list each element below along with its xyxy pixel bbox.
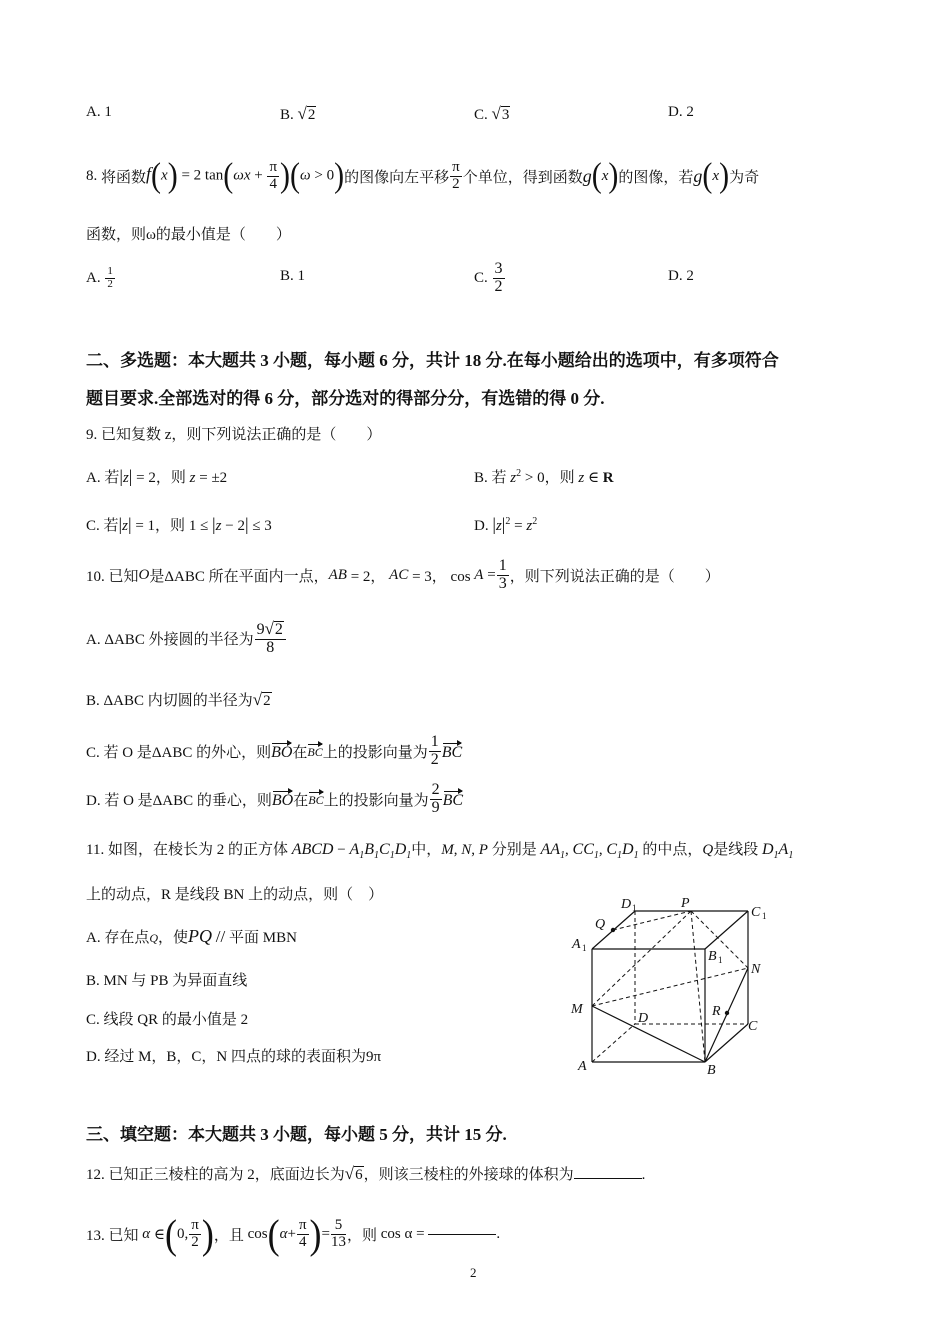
q8-text-4: 的图像，若 [618, 169, 694, 186]
q11-in: 中， [411, 842, 442, 858]
segment-MN [592, 968, 748, 1006]
q10-option-b: B. ΔABC 内切圆的半径为√2 [86, 690, 271, 709]
q10-option-c-on: 在 [292, 744, 308, 761]
q8-number: 8. [86, 167, 98, 184]
edge-B1C1 [705, 911, 748, 949]
point-R [725, 1011, 729, 1015]
segment-PB [691, 911, 705, 1062]
q11-midpoints: 的中点， [642, 842, 703, 858]
q11-option-a-tail: 平面 MBN [228, 930, 297, 946]
q8-option-c-label: C. [474, 269, 488, 286]
q10-prefix: 10. 已知 [86, 568, 139, 585]
q9-option-b-then: ，则 [544, 470, 575, 486]
q11-stem-line-1: 11. 如图，在棱长为 2 的正方体 ABCD − $A_1B_1C_1D_1$中，M, N, P 分别是 $AA_1$, $CC_1$, $C_1D_1$ 的中点，Q是线段 $D_1A_1$ [86, 841, 794, 862]
q10-option-a: A. ΔABC 外接圆的半径为 $\frac{9√2}{8}$ [86, 614, 287, 662]
label-A1-sub: 1 [582, 943, 587, 953]
q9-option-c-label: C. 若 [86, 518, 119, 534]
q7-option-b: B. √2 [280, 104, 316, 123]
q9-option-d-label: D. [474, 518, 489, 534]
q11-option-d-value: 9π [366, 1049, 382, 1065]
q10-middle: 是ΔABC 所在平面内一点， [149, 568, 329, 585]
q11-option-b: B. MN 与 PB 为异面直线 [86, 973, 248, 989]
section-2-heading-line-2: 题目要求.全部选对的得 6 分，部分选对的得部分分，有选错的得 0 分. [86, 389, 605, 408]
label-C1: C [751, 905, 761, 920]
cube-figure [565, 892, 780, 1082]
label-D: D [638, 1011, 649, 1026]
q8-text-2: 的图像向左平移 [344, 169, 450, 186]
q10-option-c: C. 若 O 是ΔABC 的外心，则 BO 在 BC 上的投影向量为 $\frac{1}{2}$ BC [86, 732, 463, 768]
label-C1-sub: 1 [762, 911, 767, 921]
q8-option-b: B. 1 [280, 268, 306, 284]
q11-stem-line-2: 上的动点，R 是线段 BN 上的动点，则（ ） [86, 887, 384, 903]
q9-option-c-then: ，则 [155, 518, 186, 534]
q13-end: . [496, 1225, 501, 1242]
section-2-heading-line-1: 二、多选题：本大题共 3 小题，每小题 6 分，共计 18 分.在每小题给出的选项中，有多项符合 [86, 351, 779, 370]
label-C: C [748, 1019, 758, 1034]
q9-option-a-label: A. 若 [86, 470, 120, 486]
q7-option-a: A. 1 [86, 104, 112, 120]
label-B: B [707, 1063, 716, 1078]
q10-option-a-text: A. ΔABC 外接圆的半径为 [86, 631, 254, 648]
q13-prefix: 13. 已知 [86, 1227, 139, 1244]
label-R: R [712, 1004, 721, 1019]
q10-option-d-tail: 上的投影向量为 [323, 792, 429, 809]
q12-answer-blank[interactable] [574, 1178, 642, 1179]
q10-tail: ，则下列说法正确的是（ ） [509, 568, 720, 585]
section-3-heading: 三、填空题：本大题共 3 小题，每小题 5 分，共计 15 分. [86, 1125, 507, 1144]
q7-option-c-radicand: 3 [501, 107, 510, 123]
q8-option-d: D. 2 [668, 268, 694, 284]
q9-option-b: B. 若 $z^2 > 0$，则 z ∈ R [474, 468, 614, 486]
label-D1-sub: 1 [632, 903, 637, 913]
q10-option-b-text: B. ΔABC 内切圆的半径为 [86, 693, 253, 709]
q8-text-5: 为奇 [729, 169, 760, 186]
label-A: A [578, 1059, 587, 1074]
q11-option-c: C. 线段 QR 的最小值是 2 [86, 1012, 249, 1028]
label-A1: A [572, 937, 581, 952]
q7-option-d: D. 2 [668, 104, 694, 120]
label-M: M [571, 1002, 583, 1017]
q12-radicand: 6 [355, 1167, 363, 1183]
q10-option-d-text: D. 若 O 是ΔABC 的垂心，则 [86, 792, 272, 809]
cube-dashed-edges [592, 911, 748, 1062]
q10-option-c-tail: 上的投影向量为 [322, 744, 428, 761]
q13-tail: ，则 [346, 1227, 377, 1244]
q11-option-d [86, 1045, 381, 1066]
q13-answer-blank[interactable] [428, 1234, 496, 1235]
q10-option-d: D. 若 O 是ΔABC 的垂心，则 BO 在 BC 上的投影向量为 $\frac{2}{9}$ BC [86, 780, 464, 816]
segment-MB [592, 1006, 705, 1062]
q7-option-c-label: C. [474, 107, 488, 123]
q8-option-a: A. $\frac{1}{2}$ [86, 264, 113, 290]
q8-text-1: 将函数 [101, 169, 147, 186]
q8-option-a-label: A. [86, 269, 101, 286]
q9-option-c: C. 若|z| = 1，则 1 ≤ |z − 2| ≤ 3 [86, 514, 272, 534]
q8-function-f: f(x) = 2 tan(ωx + $\frac{\pi}{4}$ )(ω > 0) [146, 156, 345, 195]
edge-BC [705, 1024, 748, 1062]
label-B1: B [708, 949, 717, 964]
q8-shift-fraction: $\frac{\pi}{2}$ [452, 158, 460, 192]
q7-option-b-label: B. [280, 107, 294, 123]
label-D1: D [621, 897, 632, 912]
q12-stem: 12. 已知正三棱柱的高为 2，底面边长为√6，则该三棱柱的外接球的体积为 . [86, 1164, 646, 1183]
point-Q [611, 928, 615, 932]
q11-option-d-text: D. 经过 M，B，C，N 四点的球的表面积为 [86, 1049, 367, 1065]
edge-AD [592, 1024, 635, 1062]
q8-text-3: 个单位，得到函数 [462, 169, 583, 186]
page-number: 2 [470, 1265, 477, 1280]
q10-option-d-on: 在 [293, 792, 309, 809]
q9-option-a: A. 若|z| = 2，则 z = ±2 [86, 466, 228, 486]
q8-option-c: C. $\frac{3}{2}$ [474, 259, 503, 295]
q11-segment: 是线段 [713, 842, 759, 858]
q11-option-a-make: ，使 [158, 930, 189, 946]
q11-are: 分别是 [491, 842, 537, 858]
q12-prefix: 12. 已知正三棱柱的高为 2，底面边长为 [86, 1167, 345, 1183]
q9-option-d: D. $|z|^2 = z^2$ [474, 514, 538, 534]
q8-line-2: 函数，则ω的最小值是（ ） [86, 227, 291, 243]
label-P: P [681, 896, 690, 911]
label-Q: Q [595, 917, 606, 932]
q11-option-a: A. 存在点Q，使PQ // 平面 MBN [86, 926, 297, 946]
q11-option-a-text: A. 存在点 [86, 930, 150, 946]
q9-stem: 9. 已知复数 z，则下列说法正确的是（ ） [86, 427, 382, 443]
label-N: N [751, 962, 761, 977]
q10-option-c-text: C. 若 O 是ΔABC 的外心，则 [86, 744, 272, 761]
label-B1-sub: 1 [718, 955, 723, 965]
q12-tail: ，则该三棱柱的外接球的体积为 [363, 1167, 574, 1183]
q13-and: ，且 [213, 1227, 244, 1244]
q7-option-c: C. √3 [474, 104, 510, 123]
segment-MP [592, 911, 691, 1006]
q8-stem: 8. 将函数 f(x) = 2 tan(ωx + $\frac{\pi}{4}$ )(ω > 0) 的图像向左平移 $\frac{\pi}{2}$ 个单位，得到函数 g ( x ) 的图像，若 g ( x ) 为奇 [86, 156, 760, 195]
q9-option-a-then: ，则 [155, 470, 186, 486]
q10-stem: 10. 已知 O 是ΔABC 所在平面内一点， AB = 2， AC = 3， cos A = $\frac{1}{3}$ ，则下列说法正确的是（ ） [86, 556, 720, 592]
q13-stem: 13. 已知 α ∈ ( 0, $\frac{\pi}{2}$ ) ，且 cos ( α + $\frac{\pi}{4}$ ) = $\frac{5}{13}$ ，则 cos α = . [86, 1211, 501, 1257]
q11-prefix: 11. 如图，在棱长为 2 的正方体 [86, 842, 288, 858]
q7-option-b-radicand: 2 [307, 107, 316, 123]
q9-option-b-label: B. 若 [474, 470, 507, 486]
q12-end: . [641, 1167, 646, 1183]
